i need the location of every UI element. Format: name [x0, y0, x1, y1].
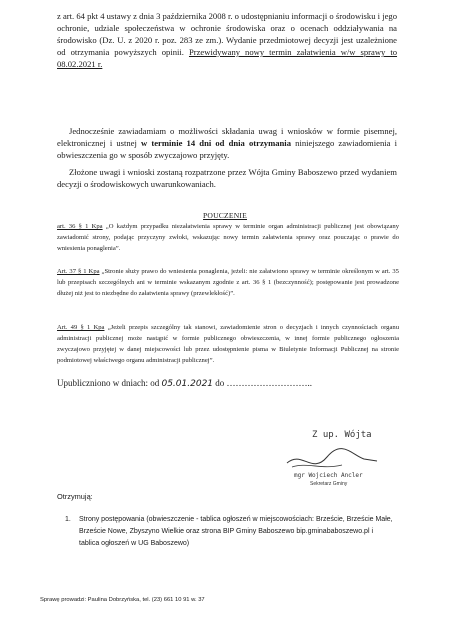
list-item-text: Strony postępowania (obwieszczenie - tablica ogłoszeń w miejscowościach: Brzeście, Brzeście Małe, Brzeście Nowe, Zbyszyno Wielkie oraz strona BIP Gminy Baboszewo bip.gminababoszewo.pl i tablica ogłoszeń w UG Baboszewo) [79, 516, 393, 548]
section-3-ref: Art. 49 § 1 Kpa [57, 324, 105, 331]
pouczenie-section-2 [57, 267, 399, 300]
comments-text-a: Jednocześnie zawiadamiam o możliwości składania uwag i wniosków w formie pisemnej, elektronicznej i ustnej [57, 126, 397, 148]
section-2-ref: Art. 37 § 1 Kpa [57, 268, 100, 275]
new-deadline-text: Przewidywany nowy termin załatwienia w/w sprawy to 08.02.2021 r. [57, 47, 398, 69]
case-handler-footer: Sprawę prowadzi: Paulina Dobrzyńska, tel. (23) 661 10 91 w. 37 [40, 597, 205, 603]
recipients-label: Otrzymują: [57, 492, 93, 501]
list-item-number: 1. [65, 516, 71, 523]
paragraph-review: Złożone uwagi i wnioski zostaną rozpatrzone przez Wójta Gminy Baboszewo przed wydaniem decyzji o środowiskowych uwarunkowaniach. [57, 167, 397, 189]
comments-text-b: niniejszego zawiadomienia i obwieszczenia go w sposób zwyczajowo przyjęty. [57, 138, 397, 160]
signature-scribble [287, 449, 377, 464]
signature-line-1: Z up. Wójta [312, 430, 372, 440]
pouczenie-title: POUCZENIE [203, 211, 247, 220]
recipients-list [65, 514, 395, 551]
pouczenie-section-1 [57, 222, 399, 255]
legal-basis-text: z art. 64 pkt 4 ustawy z dnia 3 października 2008 r. o udostępnianiu informacji o środowisku i jego ochronie, udziale społeczeństwa w ochronie środowiska oraz o ocenach oddziaływania na środowisko (Dz. U. z 2020 r. poz. 283 ze zm.). Wydanie przedmiotowej decyzji jest uzależnione od otrzymania powyższych opinii. [57, 11, 397, 57]
section-3-text: „Jeżeli przepis szczególny tak stanowi, zawiadomienie stron o decyzjach i innych czynnościach organu administracji publicznej może nastąpić w formie publicznego obwieszczenia, w innej formie publicznego ogłoszenia zwyczajowo przyjętej w danej miejscowości lub przez udostępnienie pisma w Biuletynie Informacji Publicznej na stronie podmiotowej właściwego organu administracji publicznej”. [57, 324, 399, 364]
publication-label: Upubliczniono w dniach: od [57, 378, 160, 388]
publication-date-from: 05.01.2021 [161, 379, 214, 389]
publication-dates [57, 378, 312, 389]
publication-date-to: ……………………….. [226, 378, 313, 388]
publication-mid: do [215, 378, 225, 388]
signature-line-2: mgr Wojciech Ancler [294, 472, 363, 479]
pouczenie-section-3 [57, 323, 399, 367]
list-item [65, 514, 395, 551]
paragraph-legal-basis [57, 10, 397, 70]
signature-line-3: Sekretarz Gminy [310, 481, 348, 487]
paragraph-comments-notice [57, 125, 397, 161]
section-1-text: „O każdym przypadku niezałatwienia sprawy w terminie organ administracji publicznej jest obowiązany zawiadomić strony, podając przyczyny zwłoki, wskazując nowy termin załatwienia sprawy oraz pouczając o prawie do wniesienia ponaglenia”. [57, 223, 399, 252]
signature-underline [292, 465, 342, 467]
section-1-ref: art. 36 § 1 Kpa [57, 223, 103, 230]
section-2-text: „Stronie służy prawo do wniesienia ponaglenia, jeżeli: nie załatwiono sprawy w terminie określonym w art. 35 lub przepisach szczególnych ani w terminie wskazanym zgodnie z art. 36 § 1 (bezczynność); postępowanie jest prowadzone dłużej niż jest to niezbędne do załatwienia sprawy (przewlekłość)”. [57, 268, 399, 297]
signature-stamp [282, 415, 382, 495]
comments-deadline-bold: w terminie 14 dni od dnia otrzymania [141, 138, 291, 148]
